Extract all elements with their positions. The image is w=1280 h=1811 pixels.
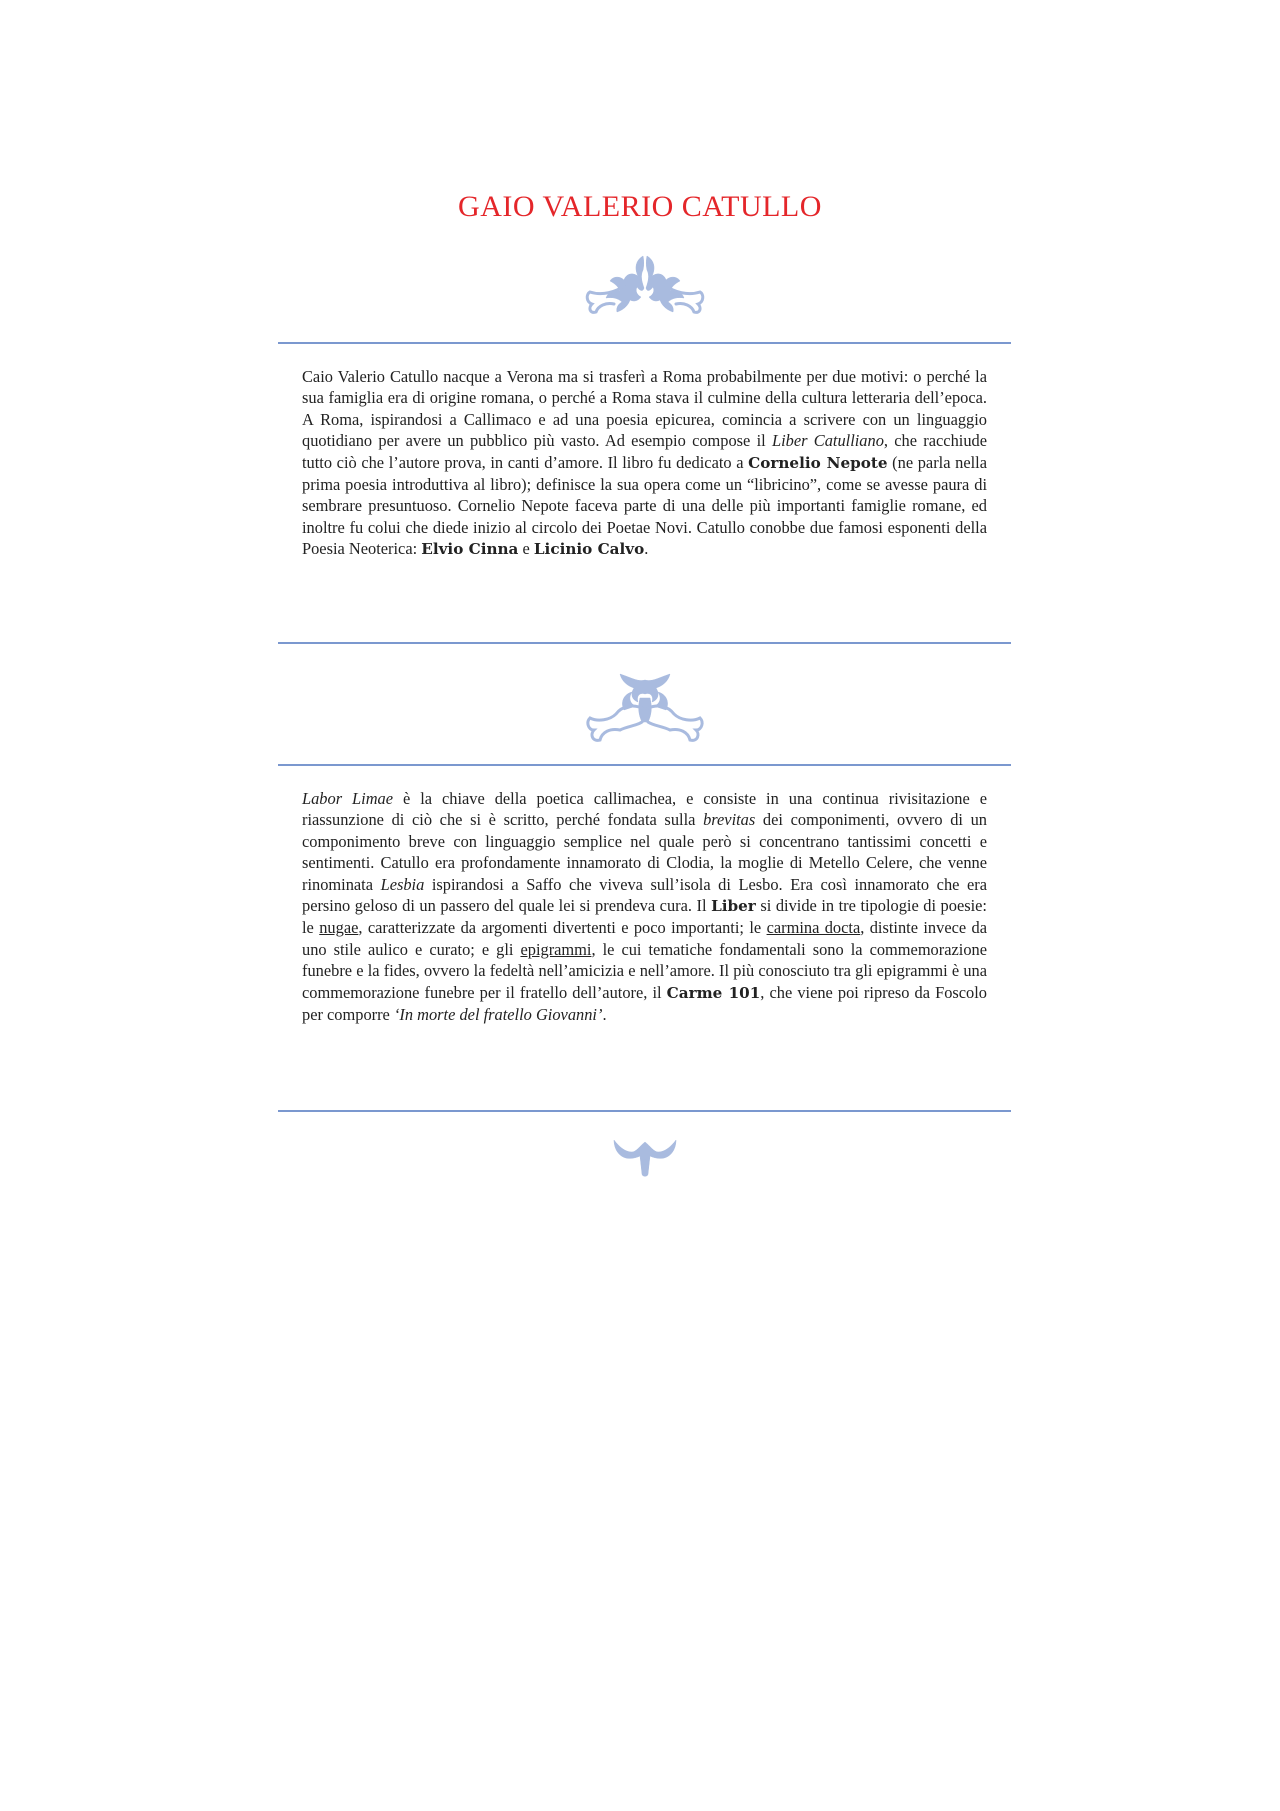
text-run: si divide in tre tipologie di poesie: le: [302, 896, 987, 938]
underlined-term: carmina docta: [766, 918, 861, 938]
bold-name: Elvio Cinna: [421, 540, 519, 559]
bold-term: Carme 101: [666, 983, 761, 1002]
emphasis-text: Lesbia: [380, 874, 425, 894]
text-run: .: [644, 539, 649, 559]
text-run: , caratterizzate da argomenti divertenti e poco importanti; le: [358, 918, 767, 938]
emphasis-text: Liber Catulliano: [771, 431, 884, 451]
emphasis-text: brevitas: [703, 810, 756, 830]
bold-name: Cornelio Nepote: [748, 453, 888, 472]
section-divider: [278, 764, 1011, 766]
emphasis-text: Labor Limae: [302, 789, 394, 808]
acanthus-ornament: [580, 668, 710, 744]
text-run: Caio Valerio Catullo nacque a Verona ma si trasferì a Roma probabilmente per due motivi: o perché la sua famiglia era di origine romana, o perché a Roma stava il culmine della cultura letteraria dell’epoca. A Roma, ispirandosi a Callimaco e ad una poesia epicurea, comincia a scrivere con un linguaggio quotidiano per avere un pubblico più vasto. Ad esempio compose il: [302, 367, 987, 451]
text-run: , le cui tematiche fondamentali sono la commemorazione funebre e la fides, ovvero la fedeltà nell’amicizia e nell’amore. Il più conosciuto tra gli epigrammi è una commemorazione funebre per il fratello dell’autore, il: [302, 939, 987, 1002]
text-run: , che viene poi ripreso da Foscolo per comporre: [302, 982, 987, 1025]
emphasis-text: ‘In morte del fratello Giovanni’: [393, 1005, 603, 1025]
fleuron-ornament: [610, 1132, 680, 1178]
section-divider: [278, 1110, 1011, 1112]
text-run: e: [518, 539, 534, 559]
text-run: (ne parla nella prima poesia introduttiva al libro); definisce la sua opera come un “libricino”, come se avesse paura di sembrare presuntuoso. Cornelio Nepote faceva parte di una delle più importanti famiglie romane, ed inoltre fu colui che diede inizio al circolo dei Poetae Novi. Catullo conobbe due famosi esponenti della Poesia Neoterica:: [302, 452, 987, 559]
section-divider: [278, 342, 1011, 344]
underlined-term: epigrammi: [520, 939, 592, 959]
page-title: GAIO VALERIO CATULLO: [458, 190, 822, 223]
paragraph-biography: [302, 366, 987, 561]
text-run: , distinte invece da uno stile aulico e curato; e gli: [302, 918, 988, 959]
bold-term: Liber: [711, 897, 756, 916]
text-run: dei componimenti, ovvero di un componimento breve con linguaggio semplice nel quale però si concentrano tantissimi concetti e sentimenti. Catullo era profondamente innamorato di Clodia, la moglie di Metello Celere, che venne rinominata: [302, 810, 988, 894]
underlined-term: nugae: [319, 918, 359, 938]
text-run: è la chiave della poetica callimachea, e consiste in una continua rivisitazione e riassunzione di ciò che si è scritto, perché fondata sulla: [302, 789, 987, 830]
text-run: .: [602, 1005, 607, 1025]
text-run: ispirandosi a Saffo che viveva sull’isola di Lesbo. Era così innamorato che era persino geloso di un passero del quale lei si prendeva cura. Il: [302, 874, 987, 916]
bold-name: Licinio Calvo: [533, 540, 645, 559]
section-divider: [278, 642, 1011, 644]
text-run: , che racchiude tutto ciò che l’autore prova, in canti d’amore. Il libro fu dedicato a: [302, 431, 987, 472]
paragraph-poetics: [302, 788, 987, 1025]
floral-scroll-ornament: [580, 248, 710, 318]
